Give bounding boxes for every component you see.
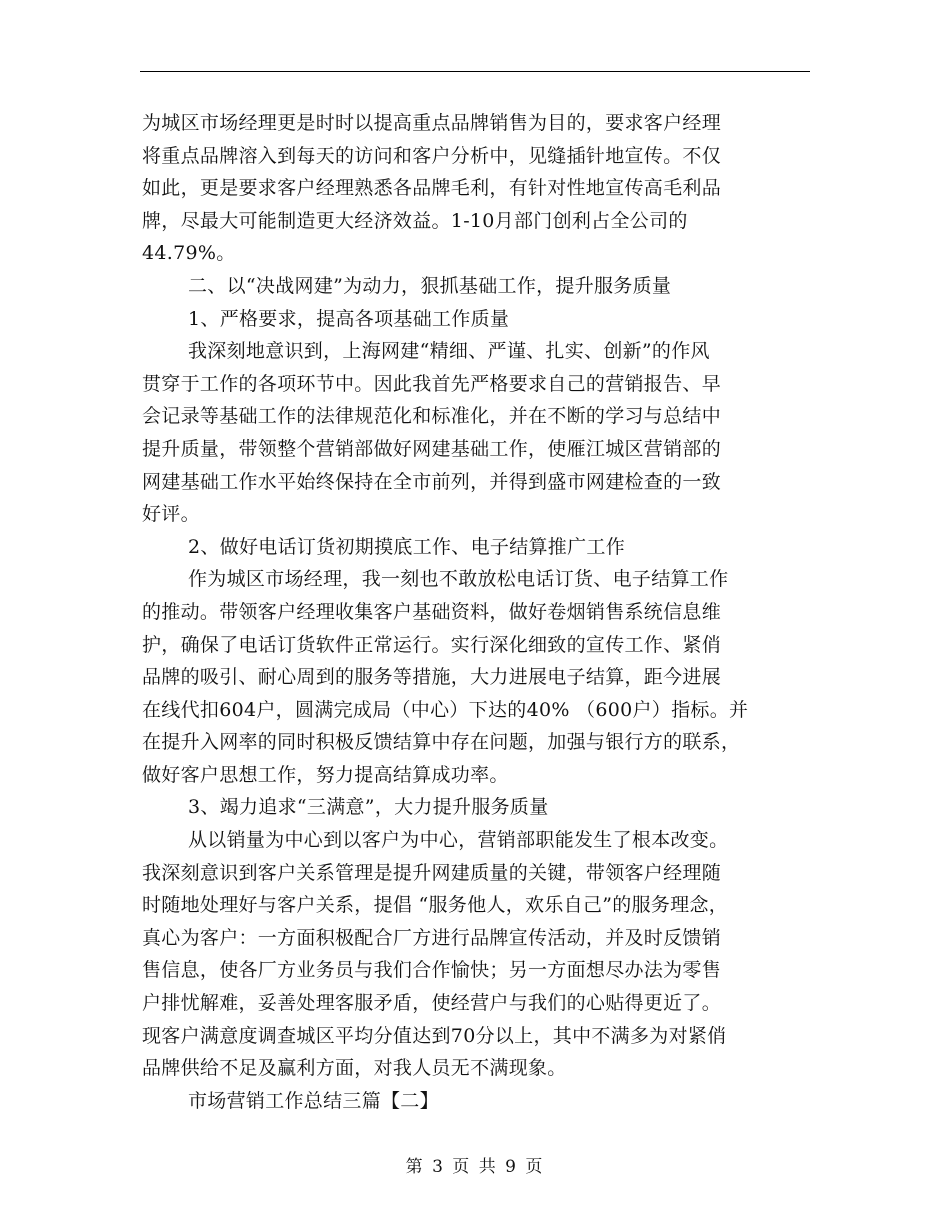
text-line: 市场营销工作总结三篇【二】 — [188, 1089, 439, 1112]
text-line: 我深刻地意识到，上海网建“精细、严谨、扎实、创新”的作风 — [188, 340, 710, 363]
text-line: 现客户满意度调查城区平均分值达到70分以上，其中不满多为对紧俏 — [142, 1024, 727, 1047]
text-line: 从以销量为中心到以客户为中心，营销部职能发生了根本改变。 — [188, 829, 729, 852]
text-line: 好评。 — [142, 503, 200, 526]
text-line: 时随地处理好与客户关系，提倡 “服务他人，欢乐自己”的服务理念， — [142, 894, 729, 917]
text-line: 3、竭力追求“三满意”，大力提升服务质量 — [188, 796, 549, 819]
page-number: 第 3 页 共 9 页 — [405, 1157, 545, 1177]
text-line: 在线代扣604户，圆满完成局（中心）下达的40% （600户）指标。并 — [142, 698, 749, 721]
text-line: 做好客户思想工作，努力提高结算成功率。 — [142, 763, 509, 786]
text-line: 1、严格要求，提高各项基础工作质量 — [188, 307, 510, 330]
text-line: 44.79%。 — [142, 242, 236, 265]
text-line: 为城区市场经理更是时时以提高重点品牌销售为目的，要求客户经理 — [142, 112, 722, 134]
text-line: 贯穿于工作的各项环节中。因此我首先严格要求自己的营销报告、早 — [142, 372, 722, 395]
header-rule — [140, 71, 810, 72]
text-line: 我深刻意识到客户关系管理是提升网建质量的关键，带领客户经理随 — [142, 861, 722, 884]
text-line: 售信息，使各厂方业务员与我们合作愉快；另一方面想尽办法为零售 — [142, 959, 722, 982]
text-line: 将重点品牌溶入到每天的访问和客户分析中，见缝插针地宣传。不仅 — [142, 144, 722, 167]
text-line: 品牌的吸引、耐心周到的服务等措施，大力进展电子结算，距今进展 — [142, 666, 722, 689]
text-line: 网建基础工作水平始终保持在全市前列，并得到盛市网建检查的一致 — [142, 470, 722, 493]
text-line: 户排忧解难，妥善处理客服矛盾，使经营户与我们的心贴得更近了。 — [142, 992, 722, 1015]
text-line: 真心为客户：一方面积极配合厂方进行品牌宣传活动，并及时反馈销 — [142, 926, 722, 949]
text-line: 二、以“决战网建”为动力，狠抓基础工作，提升服务质量 — [188, 274, 672, 297]
text-line: 品牌供给不足及赢利方面，对我人员无不满现象。 — [142, 1057, 567, 1080]
text-line: 在提升入网率的同时积极反馈结算中存在问题，加强与银行方的联系， — [142, 731, 741, 754]
text-line: 如此，更是要求客户经理熟悉各品牌毛利，有针对性地宣传高毛利品 — [142, 177, 722, 200]
document-body — [142, 107, 822, 1117]
text-line: 作为城区市场经理，我一刻也不敢放松电话订货、电子结算工作 — [188, 568, 729, 591]
text-line: 的推动。带领客户经理收集客户基础资料，做好卷烟销售系统信息维 — [142, 600, 722, 623]
text-line: 牌，尽最大可能制造更大经济效益。1-10月部门创利占全公司的 — [142, 209, 688, 232]
text-line: 会记录等基础工作的法律规范化和标准化，并在不断的学习与总结中 — [142, 405, 722, 428]
text-line: 提升质量，带领整个营销部做好网建基础工作，使雁江城区营销部的 — [142, 437, 722, 460]
text-line: 2、做好电话订货初期摸底工作、电子结算推广工作 — [188, 535, 625, 558]
text-line: 护，确保了电话订货软件正常运行。实行深化细致的宣传工作、紧俏 — [142, 633, 722, 656]
